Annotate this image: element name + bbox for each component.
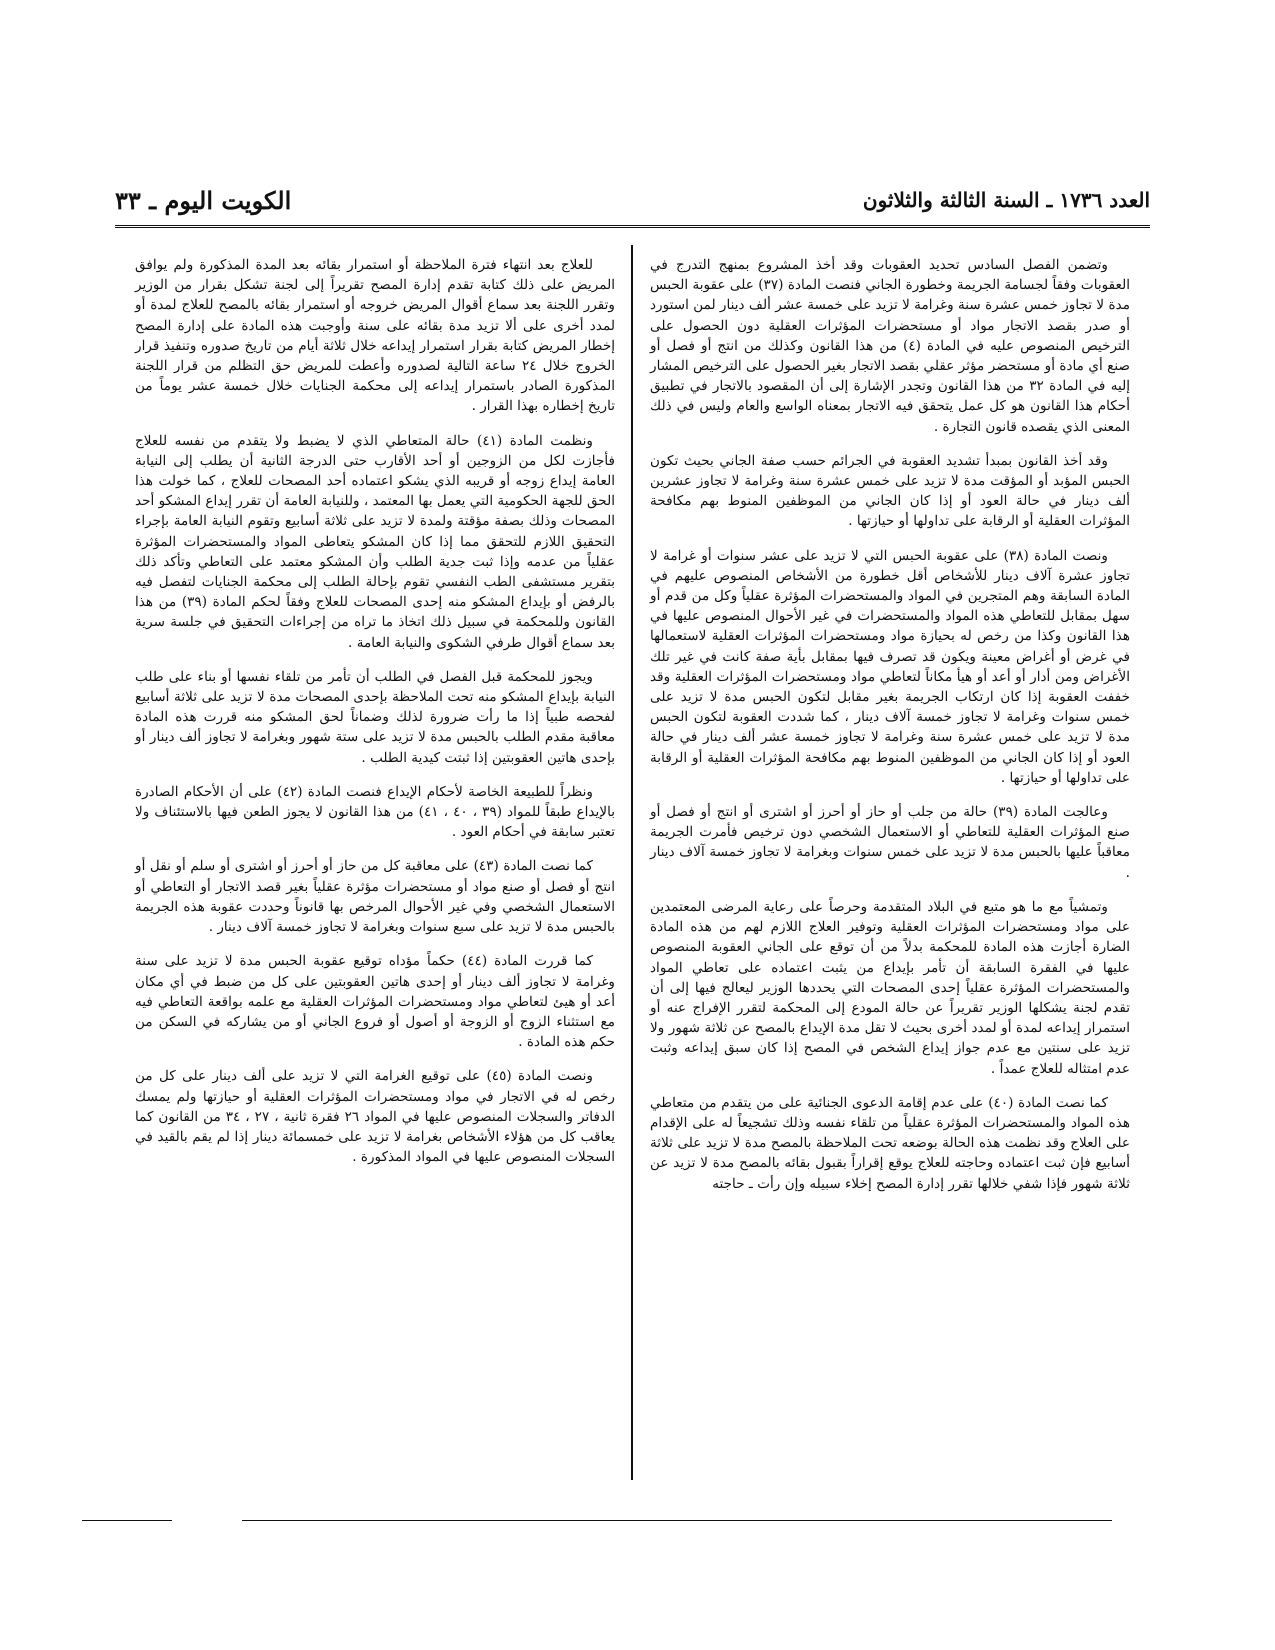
issue-line: العدد ١٧٣٦ ـ السنة الثالثة والثلاثون: [862, 188, 1150, 212]
paragraph: ونظمت المادة (٤١) حالة المتعاطي الذي لا يضبط ولا يتقدم من نفسه للعلاج فأجازت لكل من الزوجين أو أحد الأقارب حتى الدرجة الثانية أن يطلب إلى النيابة العامة إيداع زوجه أو قريبه الذي يشكو اعتماده أحد المصحات للعلاج ، كما خولت هذا الحق للجهة الحكومية التي يعمل بها المعتمد ، وللنيابة العامة أن تقرر إيداع المشكو أحد المصحات وذلك بصفة مؤقتة ولمدة لا تزيد على ثلاثة أسابيع وتقوم النيابة العامة بإجراء التحقيق اللازم للتحقق مما إذا كان المشكو يتعاطى المواد والمستحضرات المؤثرة عقلياً من عدمه وإذا ثبت جدية الطلب وأن المشكو معتمد على التعاطي وتأكد ذلك بتقرير مستشفى الطب النفسي تقوم بإحالة الطلب إلى محكمة الجنايات لتفصل فيه بالرفض أو بإيداع المشكو منه إحدى المصحات للعلاج وفقاً لحكم المادة (٣٩) من هذا القانون وللمحكمة في سبيل ذلك اتخاذ ما تراه من إجراءات التحقيق في جلسة سرية بعد سماع أقوال طرفي الشكوى والنيابة العامة .: [135, 432, 616, 651]
column-divider: [631, 245, 633, 1480]
paragraph: وقد أخذ القانون بمبدأ تشديد العقوبة في الجرائم حسب صفة الجاني بحيث تكون الحبس المؤبد أو المؤقت مدة لا تزيد على خمس عشرة سنة وغرامة لا تجاوز عشرين ألف دينار في حالة العود أو إذا كان الجاني من الموظفين المنوط بهم مكافحة المؤثرات العقلية أو الرقابة على تداولها أو حيازتها .: [650, 452, 1130, 530]
page-line: الكويت اليوم ـ ٣٣: [115, 186, 292, 215]
paragraph: للعلاج بعد انتهاء فترة الملاحظة أو استمرار بقائه بعد المدة المذكورة ولم يوافق المريض على ذلك كتابة تقدم إدارة المصح تقريراً إلى لجنة تشكل بقرار من الوزير وتقرر اللجنة بعد سماع أقوال المريض خروجه أو استمرار بقائه بالمصح للعلاج لمدة أو لمدد أخرى على ألا تزيد مدة بقائه على سنة وأوجبت هذه المادة على إدارة المصح إخطار المريض كتابة بقرار استمرار إيداعه خلال ثلاثة أيام من تاريخ صدوره وتنفيذ قرار الخروج خلال ٢٤ ساعة التالية لصدوره وأعطت للمريض حق التظلم من قرار اللجنة المذكورة الصادر باستمرار إيداعه إلى محكمة الجنايات خلال خمسة عشر يوماً من تاريخ إخطاره بهذا القرار .: [135, 257, 615, 415]
paragraph: ونظراً للطبيعة الخاصة لأحكام الإيداع فنصت المادة (٤٢) على أن الأحكام الصادرة بالإيداع طبقاً للمواد (٣٩ ، ٤٠ ، ٤١) من هذا القانون لا يجوز الطعن فيها بالاستئناف ولا تعتبر سابقة في أحكام العود .: [135, 783, 616, 841]
paragraph: ونصت المادة (٣٨) على عقوبة الحبس التي لا تزيد على عشر سنوات أو غرامة لا تجاوز عشرة آلاف دينار للأشخاص أقل خطورة من الأشخاص المنصوص عليهم في المادة السابقة وهم المتجرين في المواد والمستحضرات المؤثرة عقلياً وكل من قدم أو سهل بمقابل للتعاطي هذه المواد والمستحضرات في غير الأحوال المنصوص عليها في هذا القانون وكذا من رخص له بحيازة مواد ومستحضرات المؤثرات العقلية لاستعمالها في غرض أو أغراض معينة ويكون قد تصرف فيها بمقابل بأية صفة كانت في غير تلك الأغراض ومن أدار أو أعد أو هيأ مكاناً لتعاطي مواد ومستحضرات المؤثرات العقلية وقد خففت العقوبة إذا كان ارتكاب الجريمة بغير مقابل لتكون الحبس مدة لا تزيد على خمس سنوات وغرامة لا تجاوز خمسة آلاف دينار ، كما شددت العقوبة لتكون الحبس مدة لا تزيد على خمس عشرة سنة وغرامة لا تجاوز خمسة عشر ألف دينار في حالة العود أو إذا كان الجاني من الموظفين المنوط بهم مكافحة المؤثرات العقلية أو الرقابة على تداولها أو حيازتها .: [650, 547, 1130, 786]
right-column: [650, 255, 1130, 1208]
footer-rule: [82, 1520, 172, 1521]
left-column: [135, 255, 615, 1181]
paragraph: ويجوز للمحكمة قبل الفصل في الطلب أن تأمر من تلقاء نفسها أو بناء على طلب النيابة بإيداع المشكو منه تحت الملاحظة بإحدى المصحات مدة لا تزيد على ثلاثة أسابيع لفحصه طبياً إذا ما رأت ضرورة لذلك وضماناً لحق المشكو منه قررت هذه المادة معاقبة مقدم الطلب بالحبس مدة لا تزيد على ستة شهور وبغرامة لا تجاوز ألف دينار أو بإحدى هاتين العقوبتين إذا ثبتت كيدية الطلب .: [135, 668, 615, 766]
paragraph: وتمشياً مع ما هو متبع في البلاد المتقدمة وحرصاً على رعاية المرضى المعتمدين على مواد ومستحضرات المؤثرات العقلية وتوفير العلاج اللازم لهم من هذه المادة الضارة أجازت هذه المادة للمحكمة بدلاً من أن توقع على الجاني العقوبة المنصوص عليها في الفقرة السابقة أن تأمر بإيداع من يثبت اعتماده على تعاطي المواد والمستحضرات المؤثرة عقلياً إحدى المصحات التي يحددها الوزير ليعالج فيها إلى أن تقدم لجنة يشكلها الوزير تقريراً عن حالة المودع إلى المحكمة لتقرر الإفراج عنه أو استمرار إيداعه لمدة أو لمدد أخرى بحيث لا تقل مدة الإيداع بالمصح عن ثلاثة شهور ولا تزيد على سنتين مع عدم جواز إيداع الشخص في المصح إذا كان سبق إيداعه وثبت عدم امتثاله للعلاج عمداً .: [650, 898, 1130, 1077]
page-header: [115, 186, 1150, 226]
paragraph: وتضمن الفصل السادس تحديد العقوبات وقد أخذ المشروع بمنهج التدرج في العقوبات وفقاً لجسامة الجريمة وخطورة الجاني فنصت المادة (٣٧) على عقوبة الحبس مدة لا تجاوز خمس عشرة سنة وغرامة لا تزيد على خمسة عشر ألف دينار لمن استورد أو صدر بقصد الاتجار مواد أو مستحضرات المؤثرات العقلية دون الحصول على الترخيص المنصوص عليه في المادة (٤) من هذا القانون وكذلك من انتج أو فصل أو صنع أي مادة أو مستحضر مؤثر عقلي بقصد الاتجار بغير الحصول على الترخيص المشار إليه في المادة ٣٢ من هذا القانون وتجدر الإشارة إلى أن المقصود بالاتجار في تطبيق أحكام هذا القانون هو كل عمل يتحقق فيه الاتجار بمعناه الواسع والعام وليس في ذلك المعنى الذي يقصده قانون التجارة .: [650, 257, 1131, 435]
paragraph: كما قررت المادة (٤٤) حكماً مؤداه توقيع عقوبة الحبس مدة لا تزيد على سنة وغرامة لا تجاوز ألف دينار أو إحدى هاتين العقوبتين على كل من ضبط في أي مكان أعد أو هيئ لتعاطي مواد ومستحضرات المؤثرات العقلية مع علمه بواقعة التعاطي فيه مع استثناء الزوج أو الزوجة أو أصول أو فروع الجاني أو من يشاركه في السكن من حكم هذه المادة .: [135, 953, 615, 1051]
paragraph: كما نصت المادة (٤٠) على عدم إقامة الدعوى الجنائية على من يتقدم من متعاطي هذه المواد والمستحضرات المؤثرة عقلياً من تلقاء نفسه وذلك تشجيعاً له على الإقدام على العلاج وقد نظمت هذه الحالة بوضعه تحت الملاحظة بالمصح مدة لا تزيد على ثلاثة أسابيع فإن ثبت اعتماده وحاجته للعلاج يوقع إقراراً بقبول بقائه بالمصح مدة لا تزيد عن ثلاثة شهور فإذا شفي خلالها تقرر إدارة المصح إخلاء سبيله وإن رأت ـ حاجته: [650, 1094, 1130, 1192]
paragraph: ونصت المادة (٤٥) على توقيع الغرامة التي لا تزيد على ألف دينار على كل من رخص له في الاتجار في مواد ومستحضرات المؤثرات العقلية أو حيازتها ولم يمسك الدفاتر والسجلات المنصوص عليها في المواد ٢٦ فقرة ثانية ، ٢٧ ، ٣٤ من القانون كما يعاقب كل من هؤلاء الأشخاص بغرامة لا تزيد على خمسمائة دينار إذا لم يقم بالقيد في السجلات المنصوص عليها في المواد المذكورة .: [135, 1068, 615, 1166]
paragraph: كما نصت المادة (٤٣) على معاقبة كل من حاز أو أحرز أو اشترى أو سلم أو نقل أو انتج أو فصل أو صنع مواد أو مستحضرات مؤثرة عقلياً بغير قصد الاتجار أو التعاطي أو الاستعمال الشخصي وفي غير الأحوال المرخص بها قانوناً وحددت عقوبة هذه الجريمة بالحبس مدة لا تزيد على سبع سنوات وبغرامة لا تجاوز خمسة آلاف دينار .: [135, 858, 615, 936]
paragraph: وعالجت المادة (٣٩) حالة من جلب أو حاز أو أحرز أو اشترى أو انتج أو فصل أو صنع المؤثرات العقلية للتعاطي أو الاستعمال الشخصي دون ترخيص فأمرت الجريمة معاقباً عليها بالحبس مدة لا تزيد على خمس سنوات وبغرامة لا تجاوز خمسة آلاف دينار .: [650, 804, 1130, 881]
footer-rule: [242, 1520, 1112, 1521]
header-rule: [115, 225, 1150, 228]
